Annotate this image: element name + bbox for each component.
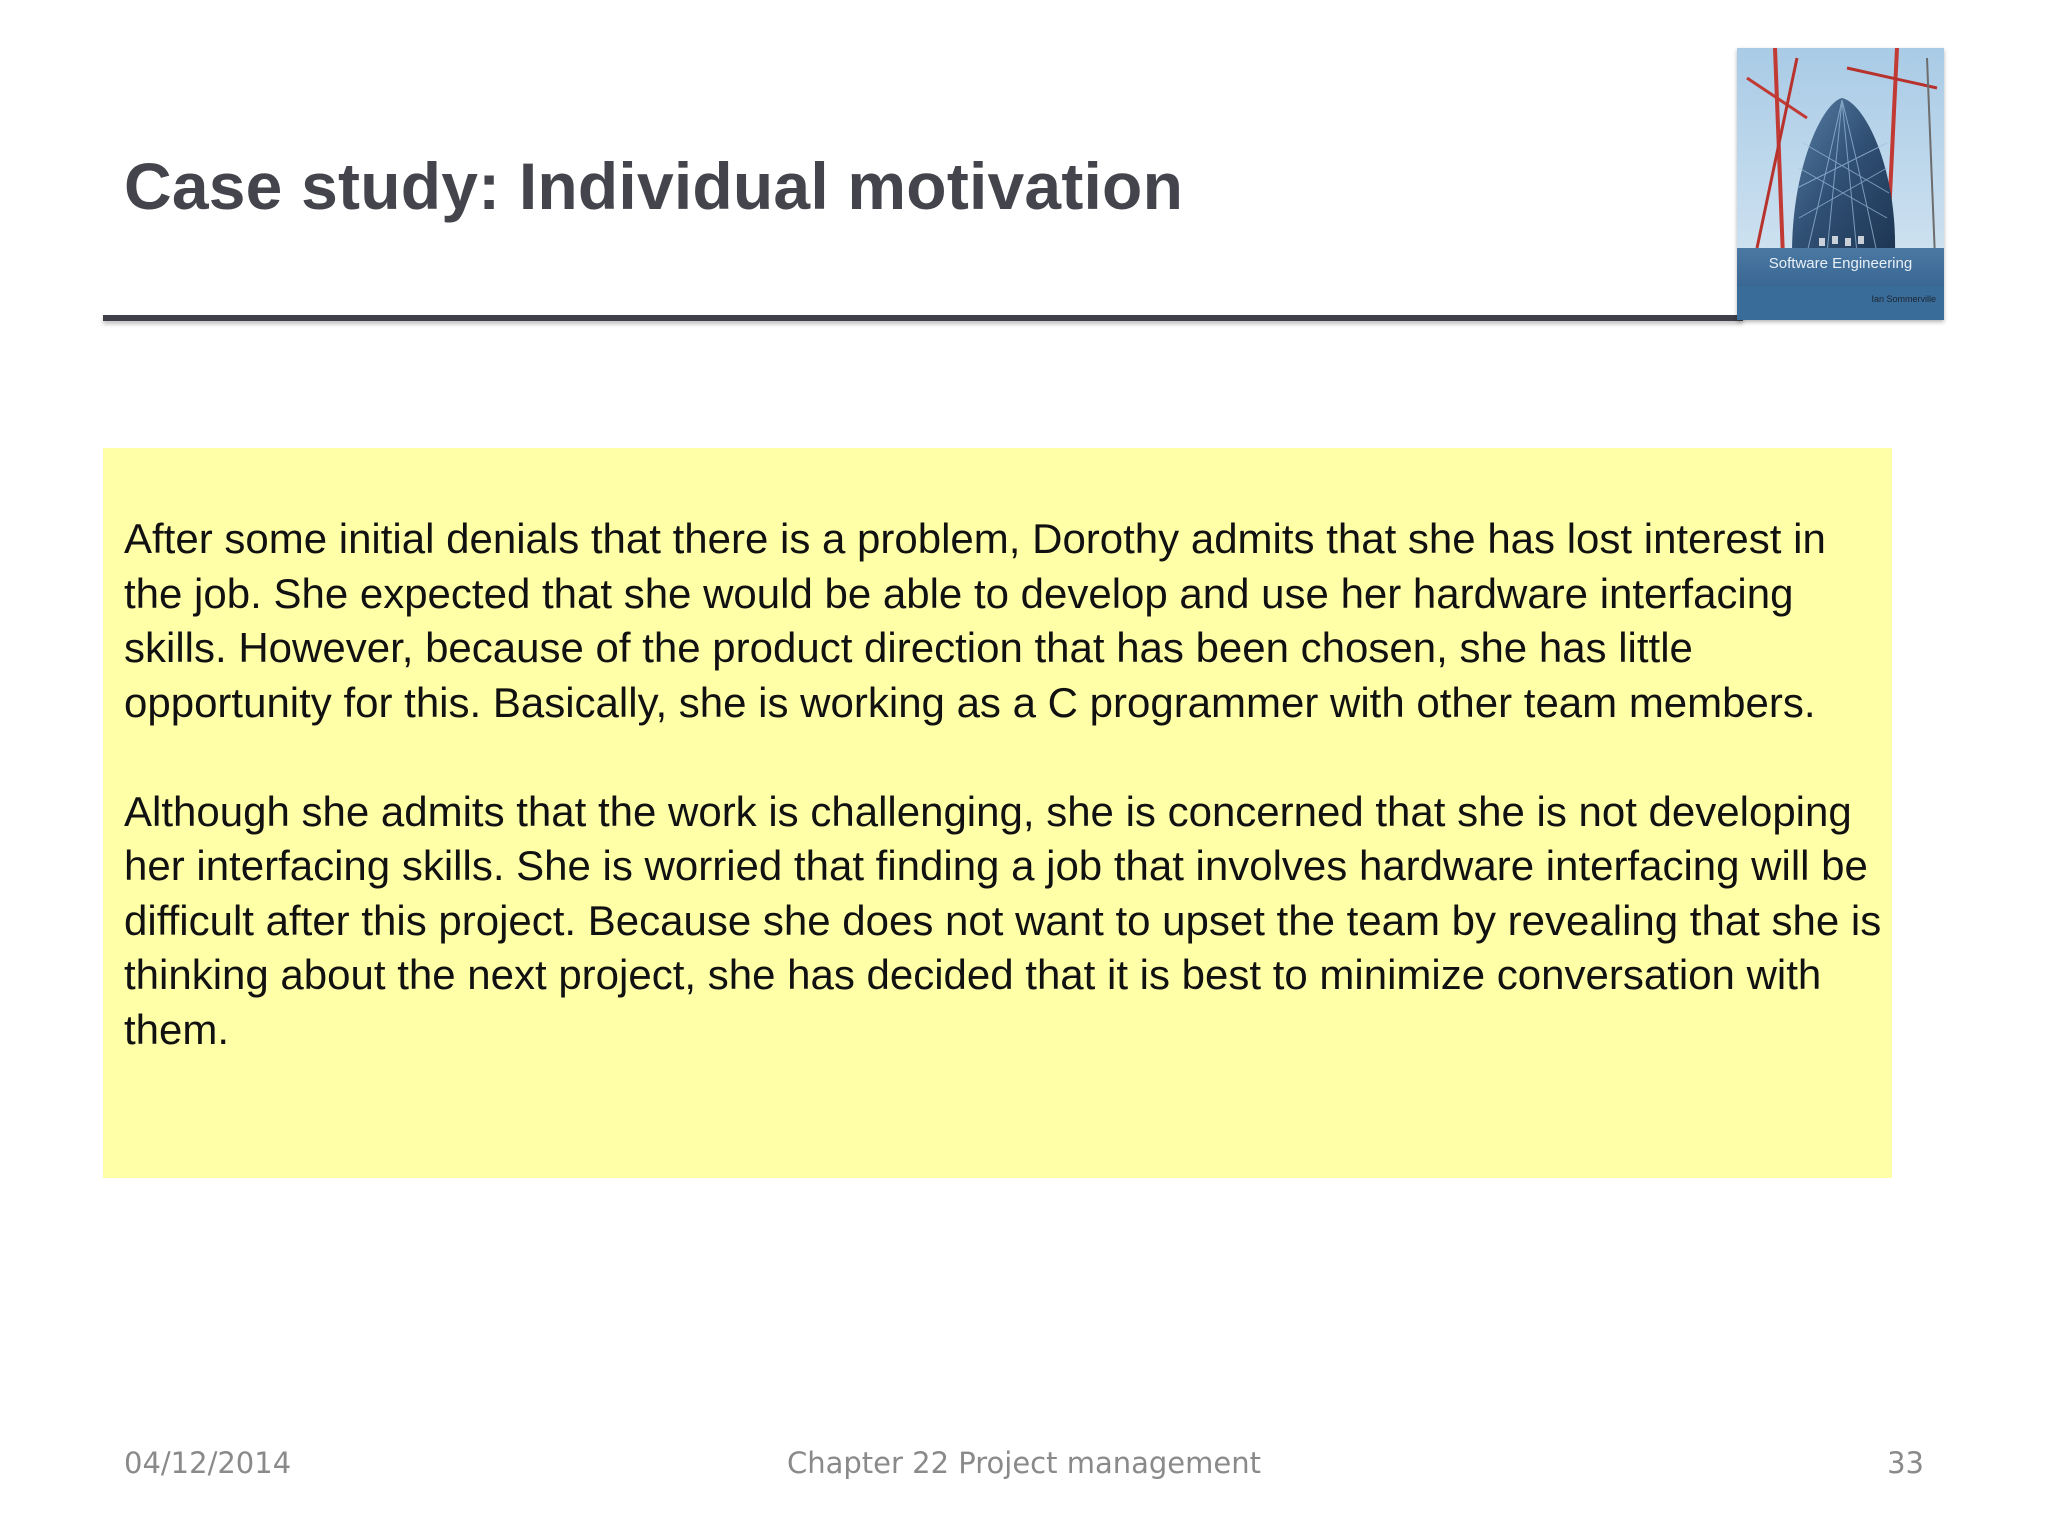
case-study-paragraph-1: After some initial denials that there is a problem, Dorothy admits that she has lost interest in the job. She expected that she would be able to develop and use her hardware interfacing skills. However, because of the product direction that has been chosen, she has little opportunity for this. Basically, she is working as a C programmer with other team members. bbox=[124, 515, 1826, 726]
title-divider bbox=[103, 315, 1743, 321]
cover-author: Ian Sommerville bbox=[1871, 294, 1936, 304]
cover-title: Software Engineering bbox=[1768, 255, 1913, 272]
slide-title: Case study: Individual motivation bbox=[124, 149, 1184, 223]
case-study-text bbox=[124, 512, 1884, 1112]
case-study-paragraph-2: Although she admits that the work is challenging, she is concerned that she is not developing her interfacing skills. She is worried that finding a job that involves hardware interfacing will be difficult after this project. Because she does not want to upset the team by revealing that she is thinking about the next project, she has decided that it is best to minimize conversation with them. bbox=[124, 787, 1882, 1053]
footer-page-number: 33 bbox=[1887, 1446, 1924, 1480]
footer-date: 04/12/2014 bbox=[124, 1446, 292, 1480]
book-cover-image bbox=[1737, 48, 1944, 320]
footer-chapter: Chapter 22 Project management bbox=[787, 1446, 1261, 1480]
